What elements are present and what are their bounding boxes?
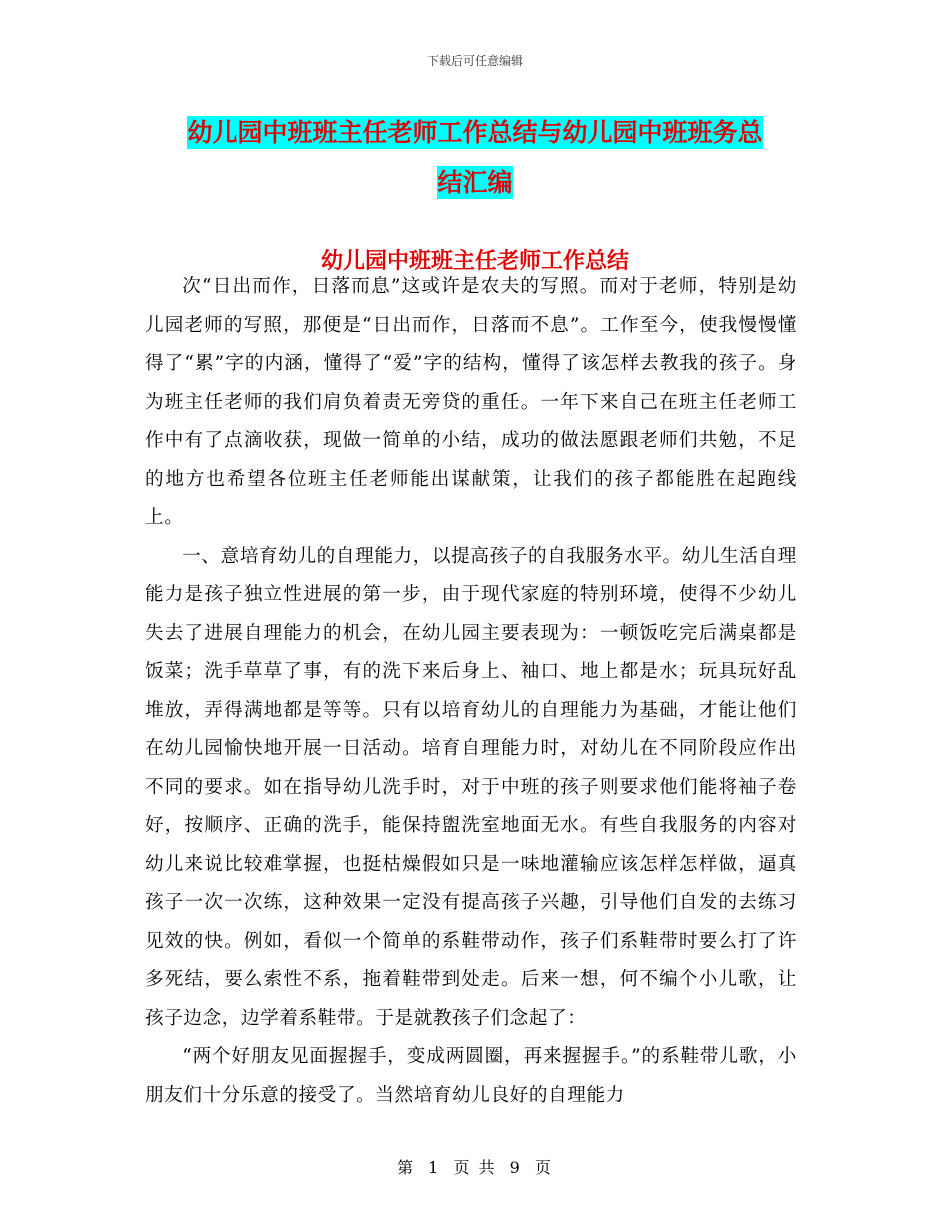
footer-suffix: 页 bbox=[534, 1158, 553, 1177]
footer-prefix: 第 bbox=[397, 1158, 416, 1177]
title-line-1: 幼儿园中班班主任老师工作总结与幼儿园中班班务总 bbox=[187, 118, 763, 147]
paragraph-1: 次“日出而作，日落而息”这或许是农夫的写照。而对于老师，特别是幼儿园老师的写照，那便是“日出而作，日落而不息”。工作至今，使我慢慢懂得了“累”字的内涵，懂得了“爱”字的结构，懂得了该怎样去教我的孩子。身为班主任老师的我们肩负着责无旁贷的重任。一年下来自己在班主任老师工作中有了点滴收获，现做一简单的小结，成功的做法愿跟老师们共勉，不足的地方也希望各位班主任老师能出谋献策，让我们的孩子都能胜在起跑线上。 bbox=[145, 276, 797, 528]
body-text bbox=[145, 268, 797, 1115]
header-note: 下载后可任意编辑 bbox=[426, 54, 523, 68]
document-title bbox=[140, 108, 810, 208]
footer-mid: 页 共 bbox=[453, 1158, 497, 1177]
section-title: 幼儿园中班班主任老师工作总结 bbox=[320, 249, 629, 274]
footer-total-pages: 9 bbox=[509, 1158, 522, 1177]
paragraph-2: 一、意培育幼儿的自理能力，以提高孩子的自我服务水平。幼儿生活自理能力是孩子独立性进展的第一步，由于现代家庭的特别环境，使得不少幼儿失去了进展自理能力的机会，在幼儿园主要表现为：一顿饭吃完后满桌都是饭菜；洗手草草了事，有的洗下来后身上、袖口、地上都是水；玩具玩好乱堆放，弄得满地都是等等。只有以培育幼儿的自理能力为基础，才能让他们在幼儿园愉快地开展一日活动。培育自理能力时，对幼儿在不同阶段应作出不同的要求。如在指导幼儿洗手时，对于中班的孩子则要求他们能将袖子卷好，按顺序、正确的洗手，能保持盥洗室地面无水。有些自我服务的内容对幼儿来说比较难掌握，也挺枯燥假如只是一味地灌输应该怎样怎样做，逼真孩子一次一次练，这种效果一定没有提高孩子兴趣，引导他们自发的去练习见效的快。例如，看似一个简单的系鞋带动作，孩子们系鞋带时要么打了许多死结，要么索性不系，拖着鞋带到处走。后来一想，何不编个小儿歌，让孩子边念，边学着系鞋带。于是就教孩子们念起了： bbox=[145, 545, 797, 1029]
page-footer bbox=[0, 1155, 950, 1178]
title-line-2: 结汇编 bbox=[437, 168, 513, 197]
paragraph-3: “两个好朋友见面握握手，变成两圆圈，再来握握手。”的系鞋带儿歌，小朋友们十分乐意的接受了。当然培育幼儿良好的自理能力 bbox=[145, 1046, 797, 1106]
footer-page-number: 1 bbox=[428, 1158, 441, 1177]
